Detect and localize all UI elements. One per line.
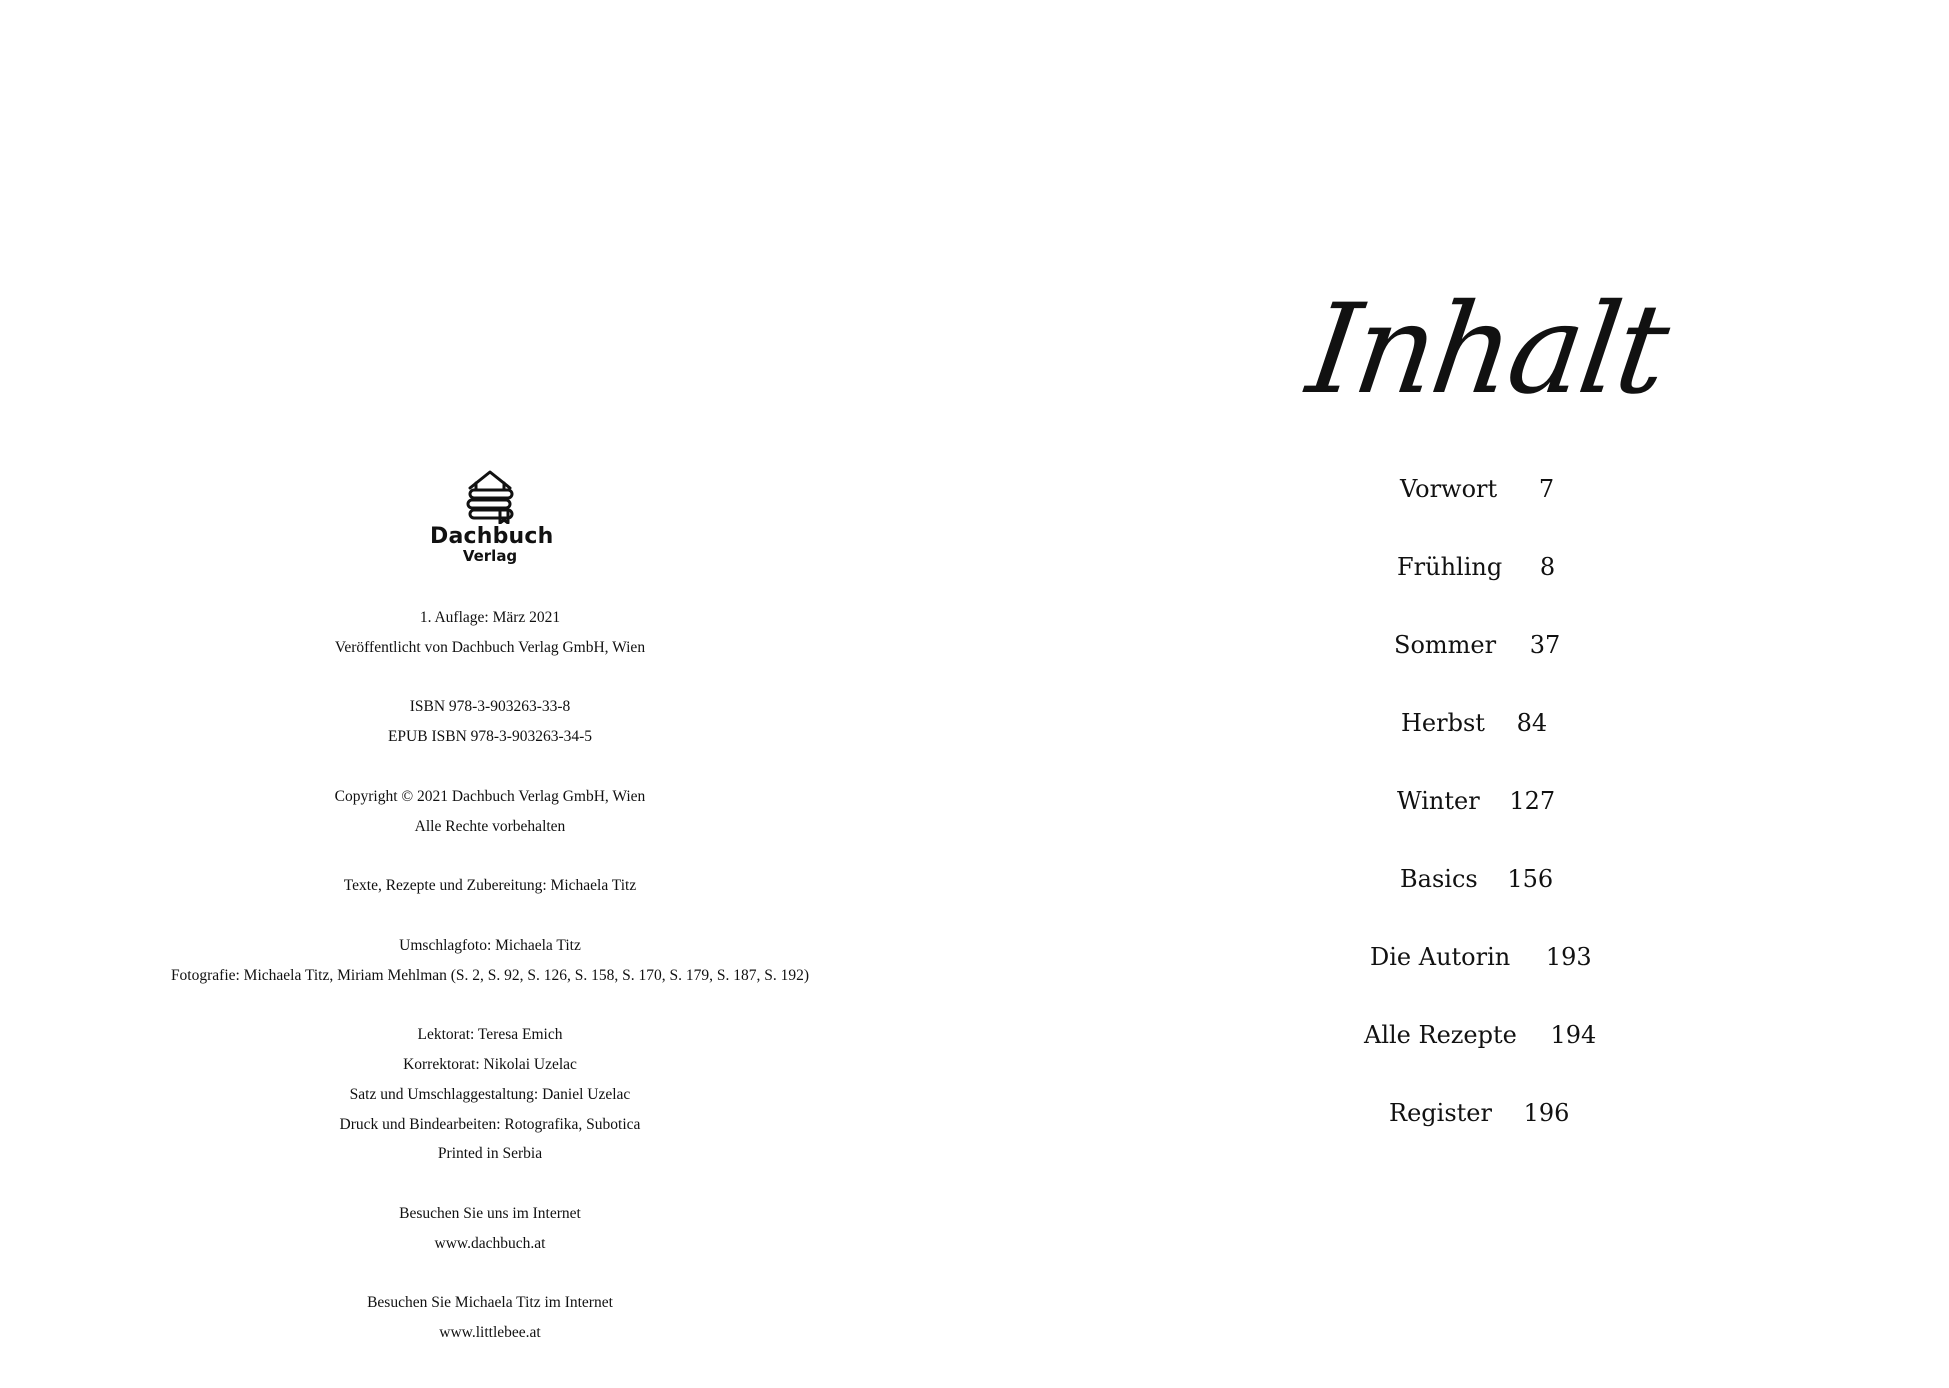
toc-entry-label: Basics [1400,865,1478,893]
imprint-line: Besuchen Sie Michaela Titz im Internet [367,1294,613,1312]
imprint-line: Fotografie: Michaela Titz, Miriam Mehlman (S. 2, S. 92, S. 126, S. 158, S. 170, S. 179, S. 187, S. 192) [170,966,810,984]
toc-entry-page: 7 [1538,475,1555,503]
toc-entry-label: Alle Rezepte [1364,1021,1517,1049]
contents-page [975,0,1949,1388]
publisher-sub: Verlag [462,547,518,565]
toc-entry-page: 84 [1516,709,1548,737]
imprint-line: Korrektorat: Nikolai Uzelac [403,1055,577,1073]
imprint-line: Lektorat: Teresa Emich [417,1026,563,1044]
toc-entry-page: 193 [1545,943,1592,971]
website-link: www.littlebee.at [439,1324,541,1342]
imprint-line: 1. Auflage: März 2021 [419,609,561,626]
publisher-name: Dachbuch [430,524,554,549]
toc-entry-page: 127 [1509,787,1556,815]
imprint-line: Alle Rechte vorbehalten [414,817,566,835]
toc-entry-page: 194 [1550,1021,1597,1049]
website-link: www.dachbuch.at [434,1234,546,1252]
toc-entry-label: Sommer [1394,631,1497,659]
toc-entry-page: 8 [1539,553,1556,581]
imprint-line: Druck und Bindearbeiten: Rotografika, Subotica [339,1115,641,1133]
toc-entry-label: Vorwort [1400,475,1498,503]
publisher-logo [430,468,554,565]
house-books-icon [464,468,516,524]
copyright-line: Copyright © 2021 Dachbuch Verlag GmbH, Wien [334,787,646,805]
imprint-line: Satz und Umschlaggestaltung: Daniel Uzelac [349,1085,631,1103]
toc-entry-label: Register [1389,1099,1492,1127]
toc-entry [1397,552,1555,582]
toc-entry-label: Winter [1397,787,1480,815]
imprint-text [100,603,880,1348]
epub-isbn-line: EPUB ISBN 978-3-903263-34-5 [387,728,593,746]
toc-entry [1389,1098,1569,1128]
toc-entry [1370,942,1592,972]
isbn-line: ISBN 978-3-903263-33-8 [409,698,571,716]
toc-entry [1401,708,1547,738]
imprint-line: Veröffentlicht von Dachbuch Verlag GmbH, Wien [334,638,646,656]
toc-entry-page: 37 [1529,631,1561,659]
imprint-line: Umschlagfoto: Michaela Titz [399,936,581,954]
toc-title: Inhalt [1299,278,1675,422]
toc-entry-page: 196 [1523,1099,1570,1127]
toc-entry [1394,630,1560,660]
toc-entry [1397,786,1555,816]
toc-entry [1364,1020,1596,1050]
toc-entry [1400,474,1554,504]
toc-entry-label: Frühling [1397,553,1503,581]
toc-entry [1400,864,1553,894]
toc-entry-label: Herbst [1401,709,1485,737]
imprint-line: Texte, Rezepte und Zubereitung: Michaela Titz [343,877,637,895]
toc-entry-page: 156 [1507,865,1554,893]
imprint-line: Besuchen Sie uns im Internet [399,1204,581,1222]
imprint-line: Printed in Serbia [437,1145,543,1163]
toc-entry-label: Die Autorin [1370,943,1511,971]
